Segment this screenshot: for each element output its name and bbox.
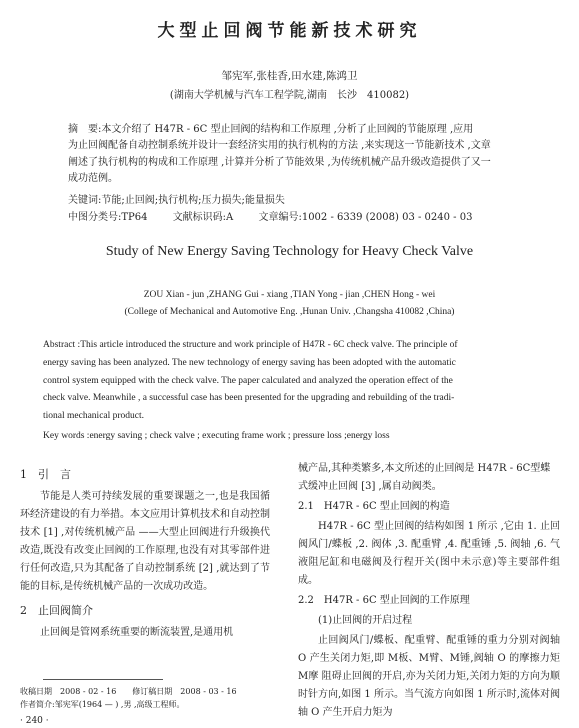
subsection-2-2-heading: 2.2 H47R - 6C 型止回阀的工作原理 bbox=[298, 595, 470, 606]
abstract-cn-line: 成功范例。 bbox=[68, 173, 118, 185]
subsection-2-1-paragraph: H47R - 6C 型止回阀的结构如图 1 所示 ,它由 1. 止回阀风门/蝶板 ,2. 阀体 ,3. 配重臂 ,4. 配重锤 ,5. 阀轴 ,6. 气液阻尼缸和电磁阀及行程开关(图中未示意)等主要部件组成。 bbox=[298, 521, 560, 586]
affiliation-cn: (湖南大学机械与汽车工程学院,湖南 长沙 410082) bbox=[169, 90, 410, 101]
section-2-paragraph: 止回阀是管网系统重要的断流装置,是通用机 bbox=[40, 627, 234, 638]
abstract-cn bbox=[68, 122, 538, 188]
footnote-author: 作者简介:邹宪军(1964 — ) ,男 ,高级工程师。 bbox=[20, 700, 185, 709]
section-2-heading: 2 止回阀简介 bbox=[20, 604, 93, 617]
page-number: · 240 · bbox=[20, 716, 49, 726]
clc-number: 中图分类号:TP64 bbox=[68, 212, 148, 223]
abstract-en-line: energy saving has been analyzed. The new technology of energy saving has been adopted with the automatic bbox=[43, 357, 456, 368]
page-title: 大型止回阀节能新技术研究 bbox=[157, 21, 422, 41]
authors-cn: 邹宪军,张桂香,田水建,陈鸿卫 bbox=[221, 70, 358, 82]
abstract-en-line: tional mechanical product. bbox=[43, 411, 145, 422]
classification-line bbox=[68, 208, 494, 223]
abstract-cn-line: 阐述了执行机构的构成和工作原理 ,计算并分析了节能效果 ,为传统机械产品升级改造提供了又一 bbox=[68, 156, 491, 168]
subsection-2-2-paragraph: 止回阀风门/蝶板、配重臂、配重锤的重力分别对阀轴 O 产生关闭力矩,即 M板、M臂、M锤,阀轴 O 的摩擦力矩 M摩 阻碍止回阀的开启,亦为关闭力矩,关闭力矩的方向为顺时针方向,如图 1 所示。当气流方向如图 1 所示时,流体对阀轴 O 产生开启力矩为 bbox=[298, 635, 560, 718]
left-column bbox=[20, 460, 270, 642]
title-en: Study of New Energy Saving Technology for Heavy Check Valve bbox=[105, 244, 474, 259]
continued-paragraph: 械产品,其种类繁多,本文所述的止回阀是 H47R - 6C型蝶式缓冲止回阀 [3] ,属自动阀类。 bbox=[298, 463, 551, 492]
article-number: 文章编号:1002 - 6339 (2008) 03 - 0240 - 03 bbox=[258, 212, 473, 223]
keywords-en: Key words :energy saving ; check valve ; executing frame work ; pressure loss ;energy loss bbox=[43, 431, 390, 441]
authors-en: ZOU Xian - jun ,ZHANG Gui - xiang ,TIAN Yong - jian ,CHEN Hong - wei bbox=[143, 290, 436, 300]
document-code: 文献标识码:A bbox=[172, 212, 234, 223]
footnote-received: 收稿日期 2008 - 02 - 16 修订稿日期 2008 - 03 - 16 bbox=[20, 687, 237, 696]
abstract-en-line: check valve. Meanwhile , a successful case has been presented for the upgrading and rebuilding of the tradi- bbox=[43, 393, 455, 404]
abstract-en-line: Abstract :This article introduced the structure and work principle of H47R - 6C check valve. The principle of bbox=[43, 340, 458, 350]
abstract-en bbox=[43, 337, 535, 426]
right-column bbox=[298, 460, 560, 722]
abstract-en-line: control system equipped with the check valve. The paper calculated and analyzed the operation effect of the bbox=[43, 375, 453, 386]
abstract-cn-line: 为止回阀配备自动控制系统并设计一套经济实用的执行机构的方法 ,来实现这一节能新技术 ,文章 bbox=[68, 140, 491, 152]
section-1-heading: 1 引 言 bbox=[20, 468, 71, 481]
subsection-2-1-heading: 2.1 H47R - 6C 型止回阀的构造 bbox=[298, 501, 450, 512]
section-1-paragraph: 节能是人类可持续发展的重要课题之一,也是我国循环经济建设的有力举措。本文应用计算机技术和自动控制技术 [1] ,对传统机械产品 ——大型止回阀进行升级换代改造,既没有改变止回阀的工作原理,也没有对其零部件进行任何改造,只为其配备了自动控制系统 [2] ,就达到了节能的目标,是传统机械产品的一次成功改造。 bbox=[20, 491, 270, 592]
subsection-2-2-1-heading: (1)止回阀的开启过程 bbox=[318, 615, 413, 626]
abstract-cn-line: 摘 要:本文介绍了 H47R - 6C 型止回阀的结构和工作原理 ,分析了止回阀的节能原理 ,应用 bbox=[68, 124, 474, 135]
affiliation-en: (College of Mechanical and Automotive Eng. ,Hunan Univ. ,Changsha 410082 ,China) bbox=[124, 307, 455, 317]
keywords-cn: 关键词:节能;止回阀;执行机构;压力损失;能量损失 bbox=[68, 195, 285, 206]
footnote-divider bbox=[43, 679, 163, 680]
